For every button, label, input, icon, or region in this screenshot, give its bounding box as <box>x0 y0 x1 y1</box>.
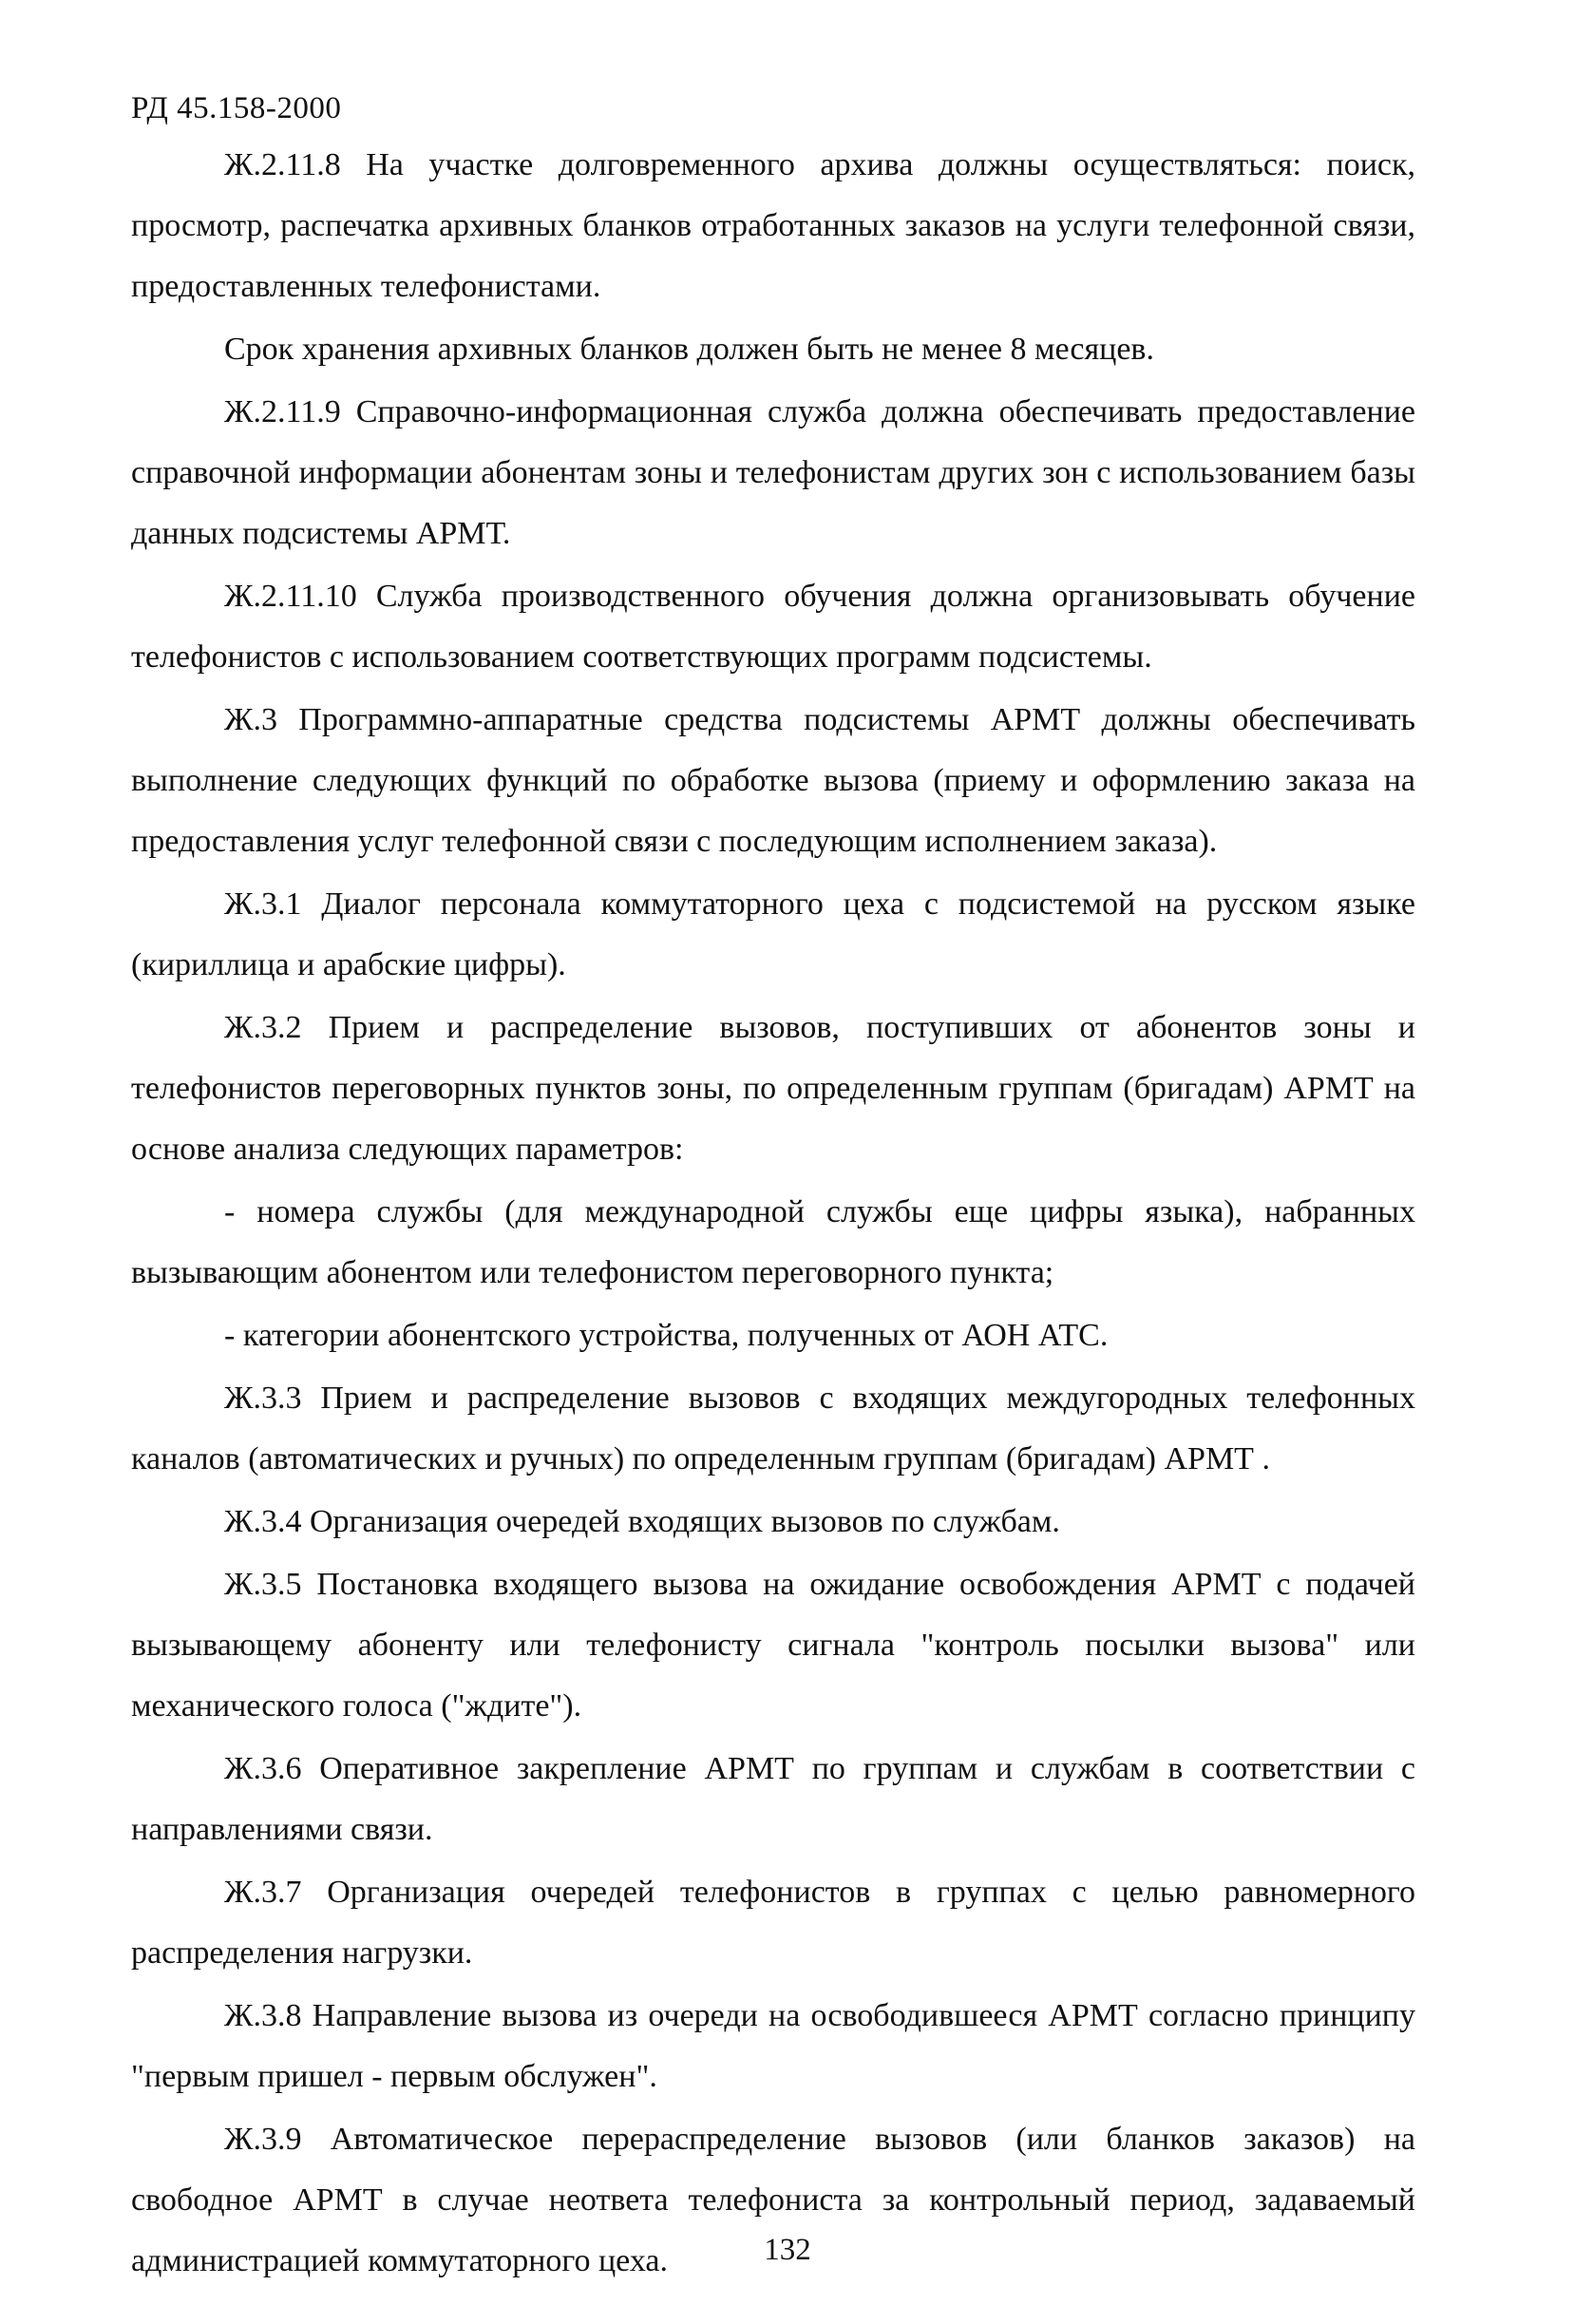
paragraph-zh-2-11-9: Ж.2.11.9 Справочно-информационная служба должна обеспечивать предоставление справочной информации абонентам зоны и телефонистам других зон с использованием базы данных подсистемы АРМТ. <box>131 394 1415 551</box>
paragraph-zh-3-9: Ж.3.9 Автоматическое перераспределение вызовов (или бланков заказов) на свободное АРМТ в случае неответа телефониста за контрольный период, задаваемый администрацией коммутаторного цеха. <box>131 2122 1415 2278</box>
paragraph-zh-3-1: Ж.3.1 Диалог персонала коммутаторного цеха с подсистемой на русском языке (кириллица и арабские цифры). <box>131 886 1415 982</box>
paragraph-zh-2-11-8: Ж.2.11.8 На участке долговременного архива должны осуществляться: поиск, просмотр, распечатка архивных бланков отработанных заказов на услуги телефонной связи, предоставленных телефонистами. <box>131 147 1415 304</box>
paragraph-zh-3-4: Ж.3.4 Организация очередей входящих вызовов по службам. <box>224 1504 1060 1539</box>
paragraph-zh-3-2: Ж.3.2 Прием и распределение вызовов, поступивших от абонентов зоны и телефонистов переговорных пунктов зоны, по определенным группам (бригадам) АРМТ на основе анализа следующих параметров: <box>131 1010 1415 1167</box>
page-number: 132 <box>764 2233 811 2267</box>
paragraph-zh-3-5: Ж.3.5 Постановка входящего вызова на ожидание освобождения АРМТ с подачей вызывающему абоненту или телефонисту сигнала "контроль посылки вызова" или механического голоса ("ждите"). <box>131 1567 1415 1724</box>
list-item-device-category: - категории абонентского устройства, полученных от АОН АТС. <box>224 1318 1109 1353</box>
paragraph-zh-3-6: Ж.3.6 Оперативное закрепление АРМТ по группам и службам в соответствии с направлениями связи. <box>131 1751 1415 1847</box>
list-item-service-number: - номера службы (для международной службы еще цифры языка), набранных вызывающим абонентом или телефонистом переговорного пункта; <box>131 1194 1415 1290</box>
paragraph-zh-3-3: Ж.3.3 Прием и распределение вызовов с входящих междугородных телефонных каналов (автоматических и ручных) по определенным группам (бригадам) АРМТ . <box>131 1381 1415 1476</box>
paragraph-zh-3: Ж.3 Программно-аппаратные средства подсистемы АРМТ должны обеспечивать выполнение следующих функций по обработке вызова (приему и оформлению заказа на предоставления услуг телефонной связи с последующим исполнением заказа). <box>131 702 1415 859</box>
paragraph-zh-3-8: Ж.3.8 Направление вызова из очереди на освободившееся АРМТ согласно принципу "первым пришел - первым обслужен". <box>131 1998 1415 2094</box>
paragraph-zh-2-11-10: Ж.2.11.10 Служба производственного обучения должна организовывать обучение телефонистов с использованием соответствующих программ подсистемы. <box>131 579 1415 675</box>
document-body <box>131 135 1415 2294</box>
paragraph-storage-period: Срок хранения архивных бланков должен быть не менее 8 месяцев. <box>224 332 1154 367</box>
document-code: РД 45.158-2000 <box>131 91 342 125</box>
paragraph-zh-3-7: Ж.3.7 Организация очередей телефонистов в группах с целью равномерного распределения нагрузки. <box>131 1875 1415 1971</box>
